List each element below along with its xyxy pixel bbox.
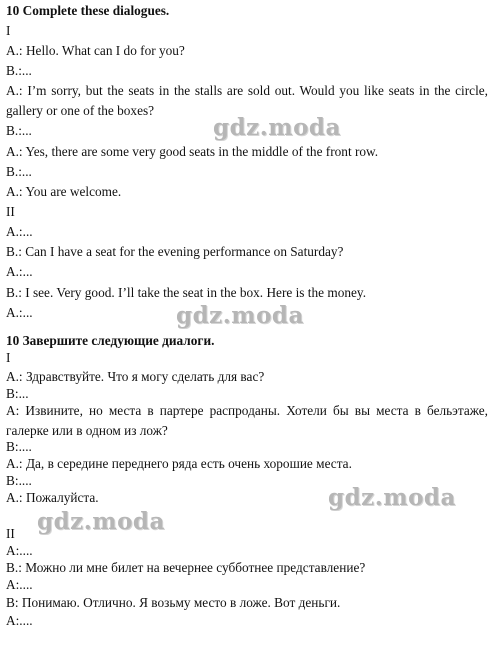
english-part2-label: II bbox=[6, 204, 15, 219]
english-dialogue-line: A.: I’m sorry, but the seats in the stalls are sold out. Would you like seats in the circle, gallery or one of the boxes? bbox=[6, 83, 488, 118]
watermark: gdz.moda bbox=[176, 302, 304, 329]
english-part1-label: I bbox=[6, 23, 11, 38]
english-dialogue-line: A.: You are welcome. bbox=[6, 184, 122, 199]
russian-dialogue-line: А: Извините, но места в партере распроданы. Хотели бы вы места в бельэтаже, галерке или в одном из лож? bbox=[6, 403, 488, 438]
watermark: gdz.moda bbox=[213, 114, 341, 141]
english-dialogue-line: A.:... bbox=[6, 305, 33, 320]
english-dialogue-line: B.:... bbox=[6, 63, 32, 78]
english-dialogue-line: B.: I see. Very good. I’ll take the seat in the box. Here is the money. bbox=[6, 285, 367, 300]
english-dialogue-line: B.:... bbox=[6, 164, 32, 179]
russian-dialogue-line: В:.... bbox=[6, 473, 32, 488]
russian-dialogue-line: В:.... bbox=[6, 439, 32, 454]
english-heading: 10 Complete these dialogues. bbox=[6, 3, 170, 18]
russian-dialogue-line: А:.... bbox=[6, 543, 33, 558]
russian-dialogue-line: А.: Пожалуйста. bbox=[6, 490, 99, 505]
watermark: gdz.moda bbox=[328, 484, 456, 511]
russian-dialogue-line: А:.... bbox=[6, 577, 33, 592]
english-dialogue-line: A.:... bbox=[6, 264, 33, 279]
russian-dialogue-line: А.: Здравствуйте. Что я могу сделать для вас? bbox=[6, 369, 265, 384]
russian-part1-label: I bbox=[6, 350, 11, 365]
russian-dialogue-line: А:.... bbox=[6, 613, 33, 628]
russian-dialogue-line: В.: Можно ли мне билет на вечернее субботнее представление? bbox=[6, 560, 366, 575]
watermark: gdz.moda bbox=[37, 508, 165, 535]
russian-dialogue-line: В: Понимаю. Отлично. Я возьму место в ложе. Вот деньги. bbox=[6, 595, 341, 610]
english-dialogue-line: B.:... bbox=[6, 123, 32, 138]
english-dialogue-line: B.: Can I have a seat for the evening performance on Saturday? bbox=[6, 244, 344, 259]
russian-heading: 10 Завершите следующие диалоги. bbox=[6, 333, 215, 348]
russian-dialogue-line: В:... bbox=[6, 386, 29, 401]
english-dialogue-line: A.: Hello. What can I do for you? bbox=[6, 43, 185, 58]
english-dialogue-line: A.:... bbox=[6, 224, 33, 239]
english-dialogue-line: A.: Yes, there are some very good seats in the middle of the front row. bbox=[6, 144, 379, 159]
russian-dialogue-line: А.: Да, в середине переднего ряда есть очень хорошие места. bbox=[6, 456, 352, 471]
russian-part2-label: II bbox=[6, 526, 15, 541]
